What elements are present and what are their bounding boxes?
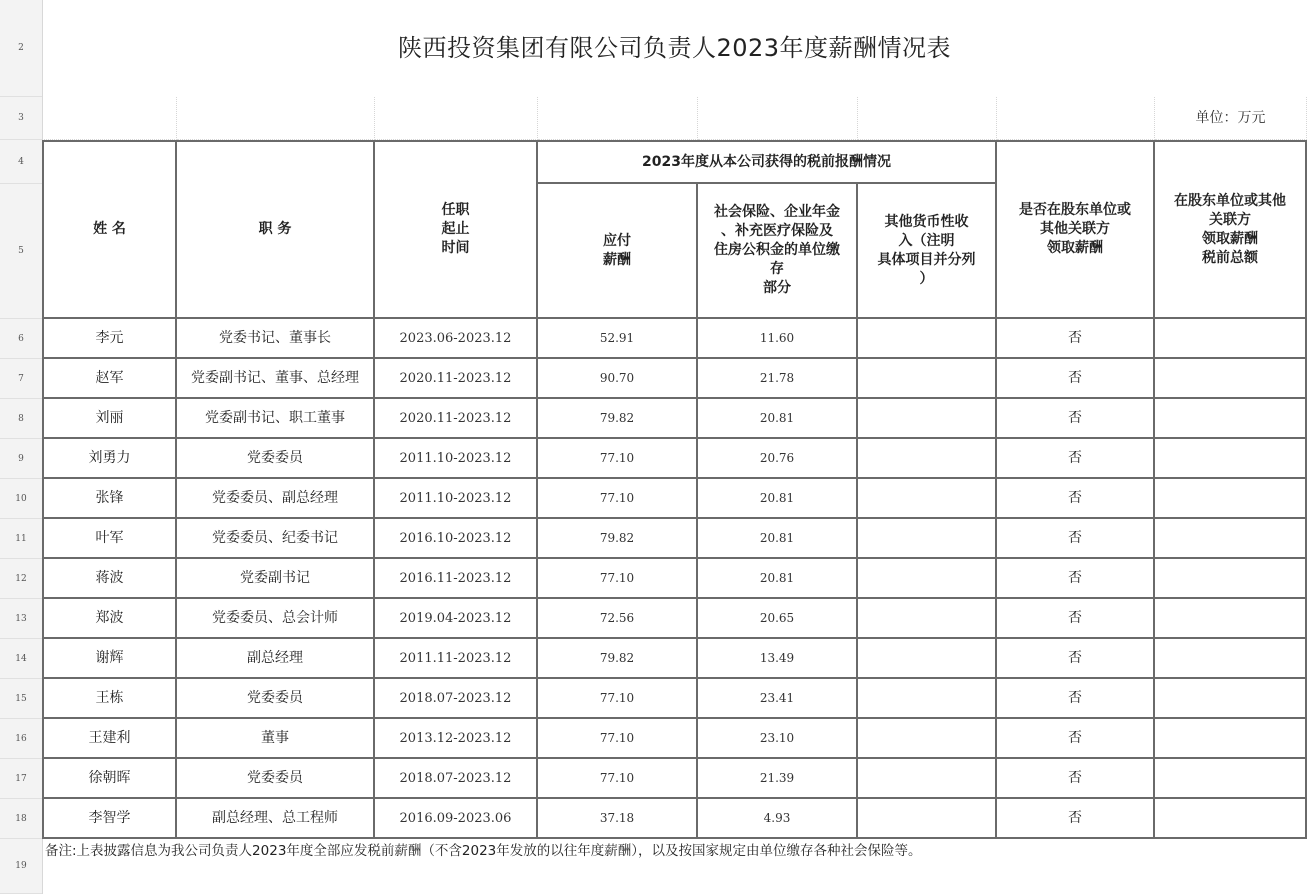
salary-cell[interactable] xyxy=(538,319,698,359)
unit-label-text: 单位：万元 xyxy=(1195,109,1266,126)
position-cell-text: 副总经理、总工程师 xyxy=(212,809,338,826)
header-other-income xyxy=(858,184,997,319)
insurance-cell[interactable] xyxy=(698,359,858,399)
salary-cell-text: 77.10 xyxy=(599,450,635,465)
name-cell-text: 张锋 xyxy=(95,489,124,506)
header-position-text: 职 务 xyxy=(258,221,292,237)
name-cell-text: 刘勇力 xyxy=(88,449,131,466)
position-cell[interactable] xyxy=(177,599,375,639)
shareholder-total-cell[interactable] xyxy=(1155,319,1307,359)
name-cell-text: 蒋波 xyxy=(95,569,124,586)
position-cell-text: 董事 xyxy=(261,729,289,746)
header-salary-text: 应付 薪酬 xyxy=(603,232,631,268)
row-number-text: 2 xyxy=(18,43,24,53)
other-income-cell[interactable] xyxy=(858,599,997,639)
position-cell[interactable] xyxy=(177,439,375,479)
name-cell[interactable] xyxy=(42,479,177,519)
shareholder-total-cell[interactable] xyxy=(1155,359,1307,399)
insurance-cell-text: 20.76 xyxy=(759,450,795,465)
insurance-cell-text: 23.41 xyxy=(759,690,795,705)
name-cell[interactable] xyxy=(42,359,177,399)
term-cell[interactable] xyxy=(375,479,538,519)
insurance-cell[interactable] xyxy=(698,559,858,599)
row-number-text: 3 xyxy=(18,113,24,123)
header-name xyxy=(42,140,177,319)
shareholder-total-cell[interactable] xyxy=(1155,439,1307,479)
insurance-cell-text: 11.60 xyxy=(759,330,795,345)
insurance-cell[interactable] xyxy=(698,479,858,519)
header-position xyxy=(177,140,375,319)
row-number[interactable] xyxy=(0,479,42,519)
term-cell-text: 2019.04-2023.12 xyxy=(399,610,512,626)
position-cell-text: 党委委员、纪委书记 xyxy=(212,529,338,546)
row-number-text: 18 xyxy=(15,813,27,824)
shareholder-paid-cell-text: 否 xyxy=(1068,769,1082,786)
insurance-cell-text: 20.65 xyxy=(759,610,795,625)
salary-cell[interactable] xyxy=(538,599,698,639)
header-pretax-group xyxy=(538,140,997,184)
position-cell-text: 党委副书记、董事、总经理 xyxy=(191,369,359,386)
row-number[interactable] xyxy=(0,759,42,799)
other-income-cell[interactable] xyxy=(858,519,997,559)
shareholder-paid-cell-text: 否 xyxy=(1068,569,1082,586)
term-cell-text: 2016.11-2023.12 xyxy=(399,570,512,586)
term-cell-text: 2018.07-2023.12 xyxy=(399,770,512,786)
term-cell[interactable] xyxy=(375,679,538,719)
unit-label xyxy=(1155,97,1307,140)
salary-cell-text: 77.10 xyxy=(599,730,635,745)
empty-cell[interactable] xyxy=(375,97,538,140)
row-number[interactable] xyxy=(0,599,42,639)
position-cell[interactable] xyxy=(177,559,375,599)
position-cell-text: 党委副书记、职工董事 xyxy=(205,409,345,426)
insurance-cell-text: 13.49 xyxy=(759,650,795,665)
shareholder-paid-cell-text: 否 xyxy=(1068,609,1082,626)
insurance-cell-text: 20.81 xyxy=(759,530,795,545)
shareholder-paid-cell[interactable] xyxy=(997,399,1155,439)
position-cell-text: 党委副书记 xyxy=(240,569,310,586)
salary-cell-text: 77.10 xyxy=(599,770,635,785)
salary-cell[interactable] xyxy=(538,679,698,719)
shareholder-paid-cell[interactable] xyxy=(997,679,1155,719)
name-cell[interactable] xyxy=(42,719,177,759)
salary-cell-text: 90.70 xyxy=(599,370,635,385)
insurance-cell[interactable] xyxy=(698,599,858,639)
position-cell[interactable] xyxy=(177,399,375,439)
position-cell[interactable] xyxy=(177,519,375,559)
row-number[interactable] xyxy=(0,679,42,719)
shareholder-total-cell[interactable] xyxy=(1155,719,1307,759)
position-cell[interactable] xyxy=(177,799,375,839)
name-cell-text: 徐朝晖 xyxy=(88,769,131,786)
other-income-cell[interactable] xyxy=(858,359,997,399)
salary-cell[interactable] xyxy=(538,759,698,799)
other-income-cell[interactable] xyxy=(858,639,997,679)
other-income-cell[interactable] xyxy=(858,679,997,719)
empty-cell[interactable] xyxy=(177,97,375,140)
salary-cell-text: 79.82 xyxy=(599,530,635,545)
shareholder-paid-cell[interactable] xyxy=(997,319,1155,359)
header-term-text: 任职 起止 时间 xyxy=(441,202,470,256)
name-cell-text: 李智学 xyxy=(88,809,131,826)
term-cell[interactable] xyxy=(375,399,538,439)
salary-cell[interactable] xyxy=(538,479,698,519)
row-number-text: 12 xyxy=(15,573,27,584)
position-cell-text: 党委委员、副总经理 xyxy=(212,489,338,506)
row-header-column xyxy=(0,0,43,894)
header-other-income-text: 其他货币性收 入（注明 具体项目并分列 ） xyxy=(877,213,976,287)
empty-cell[interactable] xyxy=(698,97,858,140)
salary-cell-text: 77.10 xyxy=(599,490,635,505)
insurance-cell[interactable] xyxy=(698,319,858,359)
name-cell[interactable] xyxy=(42,599,177,639)
term-cell[interactable] xyxy=(375,719,538,759)
shareholder-total-cell[interactable] xyxy=(1155,519,1307,559)
salary-cell-text: 37.18 xyxy=(599,810,635,825)
header-shareholder-total xyxy=(1155,140,1307,319)
row-number[interactable] xyxy=(0,184,42,319)
insurance-cell[interactable] xyxy=(698,679,858,719)
term-cell-text: 2020.11-2023.12 xyxy=(399,370,512,386)
empty-cell[interactable] xyxy=(42,97,177,140)
shareholder-paid-cell-text: 否 xyxy=(1068,729,1082,746)
shareholder-paid-cell[interactable] xyxy=(997,719,1155,759)
row-number[interactable] xyxy=(0,439,42,479)
position-cell[interactable] xyxy=(177,719,375,759)
shareholder-total-cell[interactable] xyxy=(1155,599,1307,639)
position-cell[interactable] xyxy=(177,759,375,799)
insurance-cell-text: 21.39 xyxy=(759,770,795,785)
shareholder-total-cell[interactable] xyxy=(1155,759,1307,799)
header-insurance xyxy=(698,184,858,319)
insurance-cell-text: 4.93 xyxy=(763,810,791,825)
insurance-cell-text: 20.81 xyxy=(759,570,795,585)
shareholder-total-cell[interactable] xyxy=(1155,399,1307,439)
shareholder-paid-cell[interactable] xyxy=(997,639,1155,679)
other-income-cell[interactable] xyxy=(858,439,997,479)
salary-cell-text: 52.91 xyxy=(599,330,635,345)
salary-cell-text: 72.56 xyxy=(599,610,635,625)
row-number[interactable] xyxy=(0,319,42,359)
header-name-text: 姓 名 xyxy=(93,221,126,237)
name-cell[interactable] xyxy=(42,559,177,599)
row-number-text: 6 xyxy=(18,333,24,344)
name-cell[interactable] xyxy=(42,319,177,359)
row-number[interactable] xyxy=(0,0,42,97)
row-number[interactable] xyxy=(0,639,42,679)
salary-cell[interactable] xyxy=(538,519,698,559)
name-cell-text: 王栋 xyxy=(95,689,124,706)
term-cell-text: 2016.09-2023.06 xyxy=(399,810,512,826)
salary-cell[interactable] xyxy=(538,799,698,839)
other-income-cell[interactable] xyxy=(858,319,997,359)
insurance-cell-text: 20.81 xyxy=(759,490,795,505)
shareholder-total-cell[interactable] xyxy=(1155,639,1307,679)
name-cell[interactable] xyxy=(42,799,177,839)
header-insurance-text: 社会保险、企业年金 、补充医疗保险及 住房公积金的单位缴 存 部分 xyxy=(714,204,840,296)
name-cell-text: 刘丽 xyxy=(95,409,124,426)
salary-cell[interactable] xyxy=(538,719,698,759)
row-number-text: 17 xyxy=(15,773,27,784)
insurance-cell[interactable] xyxy=(698,399,858,439)
row-number-text: 5 xyxy=(18,246,24,256)
position-cell[interactable] xyxy=(177,679,375,719)
row-number[interactable] xyxy=(0,359,42,399)
insurance-cell-text: 20.81 xyxy=(759,410,795,425)
salary-cell[interactable] xyxy=(538,639,698,679)
empty-cell[interactable] xyxy=(997,97,1155,140)
term-cell[interactable] xyxy=(375,559,538,599)
empty-cell[interactable] xyxy=(538,97,698,140)
insurance-cell[interactable] xyxy=(698,719,858,759)
name-cell[interactable] xyxy=(42,759,177,799)
name-cell[interactable] xyxy=(42,439,177,479)
term-cell-text: 2011.10-2023.12 xyxy=(399,490,512,506)
term-cell[interactable] xyxy=(375,799,538,839)
header-term xyxy=(375,140,538,319)
shareholder-paid-cell[interactable] xyxy=(997,359,1155,399)
header-shareholder-paid-text: 是否在股东单位或 其他关联方 领取薪酬 xyxy=(1019,202,1131,256)
row-number[interactable] xyxy=(0,719,42,759)
shareholder-paid-cell[interactable] xyxy=(997,439,1155,479)
shareholder-paid-cell-text: 否 xyxy=(1068,809,1082,826)
shareholder-paid-cell-text: 否 xyxy=(1068,489,1082,506)
shareholder-total-cell[interactable] xyxy=(1155,799,1307,839)
name-cell[interactable] xyxy=(42,639,177,679)
other-income-cell[interactable] xyxy=(858,759,997,799)
position-cell[interactable] xyxy=(177,359,375,399)
header-pretax-group-text: 2023年度从本公司获得的税前报酬情况 xyxy=(642,153,891,170)
row-number-text: 16 xyxy=(15,733,27,744)
salary-cell[interactable] xyxy=(538,439,698,479)
name-cell[interactable] xyxy=(42,679,177,719)
other-income-cell[interactable] xyxy=(858,559,997,599)
salary-cell[interactable] xyxy=(538,399,698,439)
position-cell[interactable] xyxy=(177,639,375,679)
term-cell[interactable] xyxy=(375,599,538,639)
term-cell[interactable] xyxy=(375,439,538,479)
row-number-text: 9 xyxy=(18,453,24,464)
name-cell[interactable] xyxy=(42,519,177,559)
shareholder-paid-cell[interactable] xyxy=(997,479,1155,519)
position-cell-text: 副总经理 xyxy=(247,649,303,666)
row-number[interactable] xyxy=(0,799,42,839)
shareholder-paid-cell[interactable] xyxy=(997,599,1155,639)
row-number[interactable] xyxy=(0,399,42,439)
term-cell[interactable] xyxy=(375,359,538,399)
shareholder-paid-cell[interactable] xyxy=(997,559,1155,599)
term-cell[interactable] xyxy=(375,319,538,359)
row-number-text: 19 xyxy=(15,861,27,871)
name-cell-text: 谢辉 xyxy=(95,649,124,666)
page-title-text: 陕西投资集团有限公司负责人2023年度薪酬情况表 xyxy=(397,34,952,62)
shareholder-paid-cell[interactable] xyxy=(997,759,1155,799)
name-cell[interactable] xyxy=(42,399,177,439)
name-cell-text: 李元 xyxy=(95,329,124,346)
shareholder-paid-cell-text: 否 xyxy=(1068,409,1082,426)
shareholder-total-cell[interactable] xyxy=(1155,479,1307,519)
shareholder-total-cell[interactable] xyxy=(1155,559,1307,599)
empty-cell[interactable] xyxy=(858,97,997,140)
term-cell[interactable] xyxy=(375,639,538,679)
name-cell-text: 王建利 xyxy=(88,729,131,746)
insurance-cell-text: 23.10 xyxy=(759,730,795,745)
shareholder-paid-cell-text: 否 xyxy=(1068,529,1082,546)
row-number-text: 15 xyxy=(15,693,27,704)
shareholder-paid-cell-text: 否 xyxy=(1068,449,1082,466)
header-shareholder-total-text: 在股东单位或其他 关联方 领取薪酬 税前总额 xyxy=(1174,192,1286,266)
shareholder-paid-cell-text: 否 xyxy=(1068,649,1082,666)
shareholder-paid-cell[interactable] xyxy=(997,519,1155,559)
term-cell-text: 2023.06-2023.12 xyxy=(399,330,512,346)
insurance-cell[interactable] xyxy=(698,519,858,559)
row-number[interactable] xyxy=(0,140,42,184)
term-cell-text: 2013.12-2023.12 xyxy=(399,730,512,746)
row-number-text: 11 xyxy=(15,533,27,544)
position-cell-text: 党委委员 xyxy=(247,689,303,706)
salary-cell-text: 79.82 xyxy=(599,410,635,425)
salary-cell-text: 77.10 xyxy=(599,690,635,705)
row-number-text: 4 xyxy=(18,156,24,167)
header-shareholder-paid xyxy=(997,140,1155,319)
term-cell-text: 2011.11-2023.12 xyxy=(399,650,512,666)
insurance-cell[interactable] xyxy=(698,639,858,679)
salary-cell[interactable] xyxy=(538,359,698,399)
row-number-text: 13 xyxy=(15,613,27,624)
row-number-text: 10 xyxy=(15,493,27,504)
shareholder-paid-cell-text: 否 xyxy=(1068,689,1082,706)
term-cell-text: 2020.11-2023.12 xyxy=(399,410,512,426)
row-number-text: 8 xyxy=(18,413,24,424)
shareholder-paid-cell[interactable] xyxy=(997,799,1155,839)
salary-cell[interactable] xyxy=(538,559,698,599)
term-cell-text: 2018.07-2023.12 xyxy=(399,690,512,706)
insurance-cell[interactable] xyxy=(698,759,858,799)
row-number[interactable] xyxy=(0,559,42,599)
row-number[interactable] xyxy=(0,97,42,140)
position-cell[interactable] xyxy=(177,319,375,359)
remark-note-text: 备注:上表披露信息为我公司负责人2023年度全部应发税前薪酬（不含2023年发放的以往年度薪酬），以及按国家规定由单位缴存各种社会保险等。 xyxy=(45,843,922,859)
insurance-cell-text: 21.78 xyxy=(759,370,795,385)
shareholder-total-cell[interactable] xyxy=(1155,679,1307,719)
insurance-cell[interactable] xyxy=(698,439,858,479)
term-cell[interactable] xyxy=(375,519,538,559)
shareholder-paid-cell-text: 否 xyxy=(1068,329,1082,346)
row-number-text: 7 xyxy=(18,373,24,384)
other-income-cell[interactable] xyxy=(858,799,997,839)
term-cell-text: 2011.10-2023.12 xyxy=(399,450,512,466)
position-cell-text: 党委书记、董事长 xyxy=(219,329,331,346)
insurance-cell[interactable] xyxy=(698,799,858,839)
term-cell[interactable] xyxy=(375,759,538,799)
salary-cell-text: 79.82 xyxy=(599,650,635,665)
term-cell-text: 2016.10-2023.12 xyxy=(399,530,512,546)
shareholder-paid-cell-text: 否 xyxy=(1068,369,1082,386)
position-cell-text: 党委委员、总会计师 xyxy=(212,609,338,626)
remark-note xyxy=(42,839,1307,894)
position-cell-text: 党委委员 xyxy=(247,769,303,786)
other-income-cell[interactable] xyxy=(858,719,997,759)
page-title xyxy=(42,0,1307,97)
header-salary xyxy=(538,184,698,319)
name-cell-text: 叶军 xyxy=(95,529,124,546)
position-cell-text: 党委委员 xyxy=(247,449,303,466)
name-cell-text: 郑波 xyxy=(95,609,124,626)
row-number[interactable] xyxy=(0,519,42,559)
row-number-text: 14 xyxy=(15,653,27,664)
name-cell-text: 赵军 xyxy=(95,369,124,386)
other-income-cell[interactable] xyxy=(858,399,997,439)
other-income-cell[interactable] xyxy=(858,479,997,519)
salary-cell-text: 77.10 xyxy=(599,570,635,585)
row-number[interactable] xyxy=(0,839,42,894)
position-cell[interactable] xyxy=(177,479,375,519)
